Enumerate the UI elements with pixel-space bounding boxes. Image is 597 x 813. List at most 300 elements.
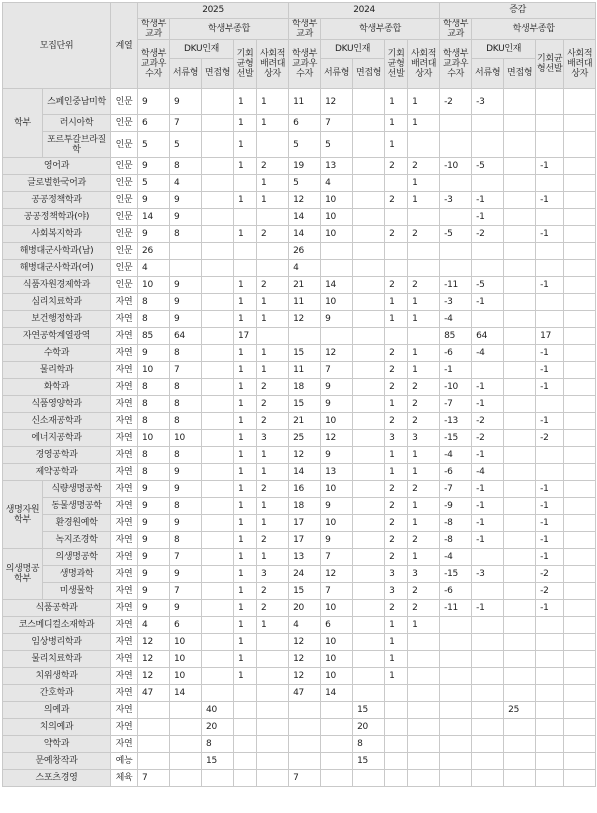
value-cell: -7 <box>440 481 472 498</box>
value-cell: 14 <box>321 685 353 702</box>
value-cell: -15 <box>440 430 472 447</box>
value-cell <box>564 311 596 328</box>
value-cell: 7 <box>321 549 353 566</box>
value-cell: 9 <box>170 311 202 328</box>
value-cell <box>353 294 385 311</box>
value-cell: 13 <box>289 549 321 566</box>
value-cell: 1 <box>234 651 257 668</box>
value-cell <box>257 702 289 719</box>
value-cell: 9 <box>170 89 202 115</box>
value-cell: 9 <box>170 464 202 481</box>
value-cell <box>564 566 596 583</box>
value-cell <box>353 498 385 515</box>
value-cell: -3 <box>440 192 472 209</box>
unit-cell: 동물생명공학 <box>43 498 111 515</box>
value-cell <box>472 583 504 600</box>
value-cell <box>257 260 289 277</box>
table-row <box>3 668 596 685</box>
value-cell: 10 <box>138 277 170 294</box>
value-cell: 12 <box>289 192 321 209</box>
value-cell: 15 <box>289 583 321 600</box>
value-cell: 1 <box>385 132 408 158</box>
value-cell: 2 <box>385 413 408 430</box>
value-cell: 2 <box>257 532 289 549</box>
value-cell: -13 <box>440 413 472 430</box>
value-cell: 9 <box>138 345 170 362</box>
value-cell <box>504 430 536 447</box>
value-cell: 1 <box>234 532 257 549</box>
value-cell: 1 <box>408 549 440 566</box>
value-cell <box>353 158 385 175</box>
value-cell <box>564 770 596 787</box>
value-cell <box>504 260 536 277</box>
table-row <box>3 634 596 651</box>
value-cell <box>202 115 234 132</box>
value-cell: 10 <box>138 430 170 447</box>
value-cell: -1 <box>536 277 564 294</box>
unit-header: 모집단위 <box>3 3 111 89</box>
value-cell <box>353 260 385 277</box>
dku-label: DKU인재 <box>321 40 384 59</box>
value-cell <box>536 243 564 260</box>
value-cell <box>257 719 289 736</box>
value-cell: 12 <box>289 634 321 651</box>
table-row <box>3 549 596 566</box>
value-cell <box>472 736 504 753</box>
value-cell: 8 <box>138 379 170 396</box>
value-cell: 1 <box>385 396 408 413</box>
value-cell <box>564 464 596 481</box>
value-cell: 3 <box>385 583 408 600</box>
value-cell <box>234 175 257 192</box>
value-cell <box>504 277 536 294</box>
value-cell <box>385 175 408 192</box>
value-cell: 1 <box>234 600 257 617</box>
value-cell <box>504 515 536 532</box>
value-cell <box>202 634 234 651</box>
value-cell: 24 <box>289 566 321 583</box>
value-cell <box>234 209 257 226</box>
table-row <box>3 362 596 379</box>
category-cell: 인문 <box>111 89 138 115</box>
value-cell: 1 <box>234 634 257 651</box>
table-row <box>3 481 596 498</box>
value-cell: 1 <box>234 362 257 379</box>
value-cell: 19 <box>289 158 321 175</box>
value-cell <box>408 668 440 685</box>
value-cell <box>353 668 385 685</box>
table-row <box>3 89 596 115</box>
value-cell <box>353 532 385 549</box>
value-cell: 10 <box>321 209 353 226</box>
value-cell <box>440 702 472 719</box>
value-cell: 6 <box>138 115 170 132</box>
value-cell <box>408 770 440 787</box>
table-row <box>3 447 596 464</box>
value-cell <box>504 532 536 549</box>
value-cell: 1 <box>234 617 257 634</box>
value-cell: -1 <box>472 532 504 549</box>
value-cell <box>472 753 504 770</box>
value-cell: 20 <box>289 600 321 617</box>
value-cell <box>408 753 440 770</box>
value-cell <box>504 328 536 345</box>
value-cell: 13 <box>321 464 353 481</box>
value-cell: 8 <box>353 736 385 753</box>
value-cell: -4 <box>472 345 504 362</box>
value-cell: 9 <box>321 311 353 328</box>
value-cell: 7 <box>321 115 353 132</box>
value-cell: 6 <box>289 115 321 132</box>
value-cell: 8 <box>170 226 202 243</box>
value-cell <box>353 89 385 115</box>
category-cell: 자연 <box>111 583 138 600</box>
value-cell <box>408 209 440 226</box>
value-cell: -6 <box>440 583 472 600</box>
value-cell <box>202 566 234 583</box>
value-cell <box>202 328 234 345</box>
value-cell <box>353 413 385 430</box>
value-cell: 12 <box>289 651 321 668</box>
dku-header <box>472 40 536 89</box>
value-cell: 1 <box>408 515 440 532</box>
value-cell: 2 <box>257 396 289 413</box>
value-cell: -2 <box>536 430 564 447</box>
value-cell: 10 <box>321 668 353 685</box>
value-cell: 17 <box>234 328 257 345</box>
value-cell: 2 <box>385 532 408 549</box>
value-cell: -4 <box>440 549 472 566</box>
value-cell: 9 <box>138 515 170 532</box>
group-b-header: 학생부종합 <box>472 19 596 40</box>
value-cell: -4 <box>472 464 504 481</box>
value-cell <box>353 481 385 498</box>
group-a-header: 학생부교과 <box>138 19 170 40</box>
value-cell: 2 <box>408 532 440 549</box>
sub-a-header: 학생부교과우수자 <box>138 40 170 89</box>
value-cell <box>440 753 472 770</box>
value-cell <box>202 396 234 413</box>
value-cell <box>564 651 596 668</box>
value-cell <box>472 770 504 787</box>
value-cell <box>536 736 564 753</box>
value-cell: 9 <box>321 532 353 549</box>
value-cell: 10 <box>170 634 202 651</box>
category-cell: 자연 <box>111 311 138 328</box>
value-cell <box>440 243 472 260</box>
value-cell <box>353 600 385 617</box>
value-cell: 8 <box>138 447 170 464</box>
category-cell: 인문 <box>111 226 138 243</box>
category-cell: 자연 <box>111 430 138 447</box>
value-cell: 1 <box>257 464 289 481</box>
value-cell: 2 <box>257 379 289 396</box>
value-cell: 14 <box>138 209 170 226</box>
value-cell: -2 <box>440 89 472 115</box>
value-cell: 2 <box>408 413 440 430</box>
value-cell <box>385 328 408 345</box>
value-cell <box>321 260 353 277</box>
value-cell: -1 <box>472 209 504 226</box>
sub-c-header: 기회균형선발 <box>536 40 564 89</box>
value-cell <box>353 311 385 328</box>
table-row <box>3 600 596 617</box>
value-cell: -10 <box>440 158 472 175</box>
value-cell <box>353 209 385 226</box>
value-cell: 8 <box>138 311 170 328</box>
value-cell: -3 <box>440 294 472 311</box>
category-cell: 자연 <box>111 515 138 532</box>
value-cell: 20 <box>353 719 385 736</box>
category-cell: 자연 <box>111 396 138 413</box>
value-cell <box>504 226 536 243</box>
value-cell <box>353 362 385 379</box>
value-cell <box>440 685 472 702</box>
value-cell: -2 <box>536 583 564 600</box>
category-cell: 자연 <box>111 481 138 498</box>
value-cell <box>257 132 289 158</box>
table-row <box>3 736 596 753</box>
value-cell <box>440 668 472 685</box>
value-cell: 9 <box>138 226 170 243</box>
value-cell: 1 <box>234 192 257 209</box>
value-cell: 1 <box>408 362 440 379</box>
value-cell <box>472 617 504 634</box>
value-cell: 17 <box>536 328 564 345</box>
table-row <box>3 226 596 243</box>
unit-cell: 해병대군사학과(여) <box>3 260 111 277</box>
value-cell <box>234 243 257 260</box>
value-cell <box>321 328 353 345</box>
value-cell <box>440 770 472 787</box>
value-cell: -10 <box>440 379 472 396</box>
value-cell: 2 <box>385 362 408 379</box>
value-cell <box>353 685 385 702</box>
value-cell: 1 <box>408 192 440 209</box>
value-cell: -1 <box>536 362 564 379</box>
value-cell <box>536 447 564 464</box>
value-cell <box>170 719 202 736</box>
value-cell: 64 <box>472 328 504 345</box>
group-a-header: 학생부교과 <box>440 19 472 40</box>
value-cell <box>257 209 289 226</box>
value-cell <box>408 132 440 158</box>
value-cell: -1 <box>472 515 504 532</box>
value-cell <box>202 532 234 549</box>
value-cell: -2 <box>472 226 504 243</box>
value-cell <box>564 396 596 413</box>
value-cell: 2 <box>257 583 289 600</box>
value-cell <box>536 209 564 226</box>
value-cell: 15 <box>289 396 321 413</box>
value-cell: 8 <box>170 396 202 413</box>
value-cell: 9 <box>321 379 353 396</box>
value-cell: 1 <box>234 447 257 464</box>
value-cell: 4 <box>321 175 353 192</box>
value-cell: 1 <box>234 89 257 115</box>
value-cell: 1 <box>234 430 257 447</box>
table-row <box>3 260 596 277</box>
value-cell: 9 <box>170 209 202 226</box>
value-cell: 5 <box>138 132 170 158</box>
value-cell <box>536 175 564 192</box>
value-cell: 17 <box>289 515 321 532</box>
table-row <box>3 396 596 413</box>
value-cell <box>536 311 564 328</box>
value-cell: 2 <box>385 345 408 362</box>
value-cell: -1 <box>472 294 504 311</box>
value-cell <box>472 668 504 685</box>
value-cell: 2 <box>385 600 408 617</box>
admissions-table <box>2 2 596 787</box>
value-cell <box>564 532 596 549</box>
value-cell <box>202 209 234 226</box>
value-cell: 1 <box>385 634 408 651</box>
value-cell: 6 <box>321 617 353 634</box>
value-cell: 1 <box>408 498 440 515</box>
value-cell <box>564 379 596 396</box>
change-header: 증감 <box>440 3 596 19</box>
value-cell: -1 <box>536 226 564 243</box>
group-b-header: 학생부종합 <box>170 19 289 40</box>
value-cell: 47 <box>138 685 170 702</box>
value-cell: -1 <box>536 600 564 617</box>
value-cell: 9 <box>321 498 353 515</box>
value-cell: 1 <box>257 175 289 192</box>
value-cell: 2 <box>385 549 408 566</box>
sub-a-header: 학생부교과우수자 <box>440 40 472 89</box>
value-cell: 2 <box>385 379 408 396</box>
value-cell <box>408 243 440 260</box>
value-cell <box>504 770 536 787</box>
value-cell <box>257 634 289 651</box>
unit-cell: 치의예과 <box>3 719 111 736</box>
value-cell <box>472 702 504 719</box>
value-cell: 10 <box>321 413 353 430</box>
value-cell: 1 <box>234 379 257 396</box>
value-cell: 9 <box>170 277 202 294</box>
value-cell <box>536 115 564 132</box>
value-cell <box>472 260 504 277</box>
category-cell: 자연 <box>111 685 138 702</box>
category-cell: 자연 <box>111 566 138 583</box>
value-cell: 1 <box>257 447 289 464</box>
value-cell: -1 <box>472 498 504 515</box>
value-cell <box>257 685 289 702</box>
value-cell <box>408 634 440 651</box>
value-cell: 6 <box>170 617 202 634</box>
value-cell <box>564 413 596 430</box>
category-cell: 자연 <box>111 634 138 651</box>
value-cell: -1 <box>536 515 564 532</box>
unit-cell: 의생명공학 <box>43 549 111 566</box>
value-cell: 1 <box>257 89 289 115</box>
dku-header <box>170 40 234 89</box>
table-row <box>3 430 596 447</box>
value-cell: 10 <box>170 668 202 685</box>
unit-cell: 치위생학과 <box>3 668 111 685</box>
unit-cell: 코스메디컬소재학과 <box>3 617 111 634</box>
value-cell <box>472 311 504 328</box>
value-cell <box>353 115 385 132</box>
value-cell: 1 <box>234 115 257 132</box>
value-cell <box>440 736 472 753</box>
value-cell <box>536 651 564 668</box>
value-cell <box>202 685 234 702</box>
value-cell: -2 <box>536 566 564 583</box>
sub-c-header: 기회균형선발 <box>385 40 408 89</box>
value-cell <box>440 132 472 158</box>
value-cell <box>202 158 234 175</box>
value-cell: 9 <box>170 515 202 532</box>
value-cell: 15 <box>289 345 321 362</box>
value-cell: -1 <box>536 158 564 175</box>
value-cell: 7 <box>170 549 202 566</box>
category-cell: 자연 <box>111 617 138 634</box>
value-cell: 1 <box>234 464 257 481</box>
unit-cell: 영어과 <box>3 158 111 175</box>
value-cell <box>504 158 536 175</box>
value-cell <box>564 277 596 294</box>
value-cell <box>564 115 596 132</box>
category-cell: 인문 <box>111 132 138 158</box>
value-cell <box>564 753 596 770</box>
value-cell <box>564 294 596 311</box>
value-cell: 1 <box>385 89 408 115</box>
value-cell <box>564 243 596 260</box>
table-row <box>3 515 596 532</box>
value-cell: 1 <box>234 413 257 430</box>
value-cell <box>385 719 408 736</box>
value-cell: 7 <box>138 770 170 787</box>
value-cell <box>504 600 536 617</box>
unit-cell: 에너지공학과 <box>3 430 111 447</box>
value-cell: 1 <box>257 515 289 532</box>
value-cell: 8 <box>170 413 202 430</box>
unit-cell: 식품공학과 <box>3 600 111 617</box>
value-cell <box>202 464 234 481</box>
value-cell <box>202 413 234 430</box>
value-cell <box>472 685 504 702</box>
value-cell: 18 <box>289 379 321 396</box>
value-cell: 10 <box>321 515 353 532</box>
value-cell <box>536 464 564 481</box>
value-cell: 8 <box>170 158 202 175</box>
value-cell: 17 <box>289 532 321 549</box>
value-cell <box>472 243 504 260</box>
value-cell: -7 <box>440 396 472 413</box>
value-cell: -9 <box>440 498 472 515</box>
category-cell: 인문 <box>111 115 138 132</box>
value-cell: 1 <box>385 464 408 481</box>
value-cell <box>536 753 564 770</box>
value-cell: 4 <box>289 617 321 634</box>
value-cell <box>440 115 472 132</box>
value-cell: 7 <box>321 583 353 600</box>
value-cell <box>564 226 596 243</box>
unit-cell: 제약공학과 <box>3 464 111 481</box>
value-cell <box>564 702 596 719</box>
table-row <box>3 243 596 260</box>
unit-cell: 간호학과 <box>3 685 111 702</box>
value-cell <box>564 158 596 175</box>
value-cell <box>202 226 234 243</box>
unit-cell: 미생물학 <box>43 583 111 600</box>
value-cell <box>321 243 353 260</box>
value-cell: 7 <box>170 362 202 379</box>
value-cell <box>353 328 385 345</box>
value-cell: 2 <box>385 515 408 532</box>
